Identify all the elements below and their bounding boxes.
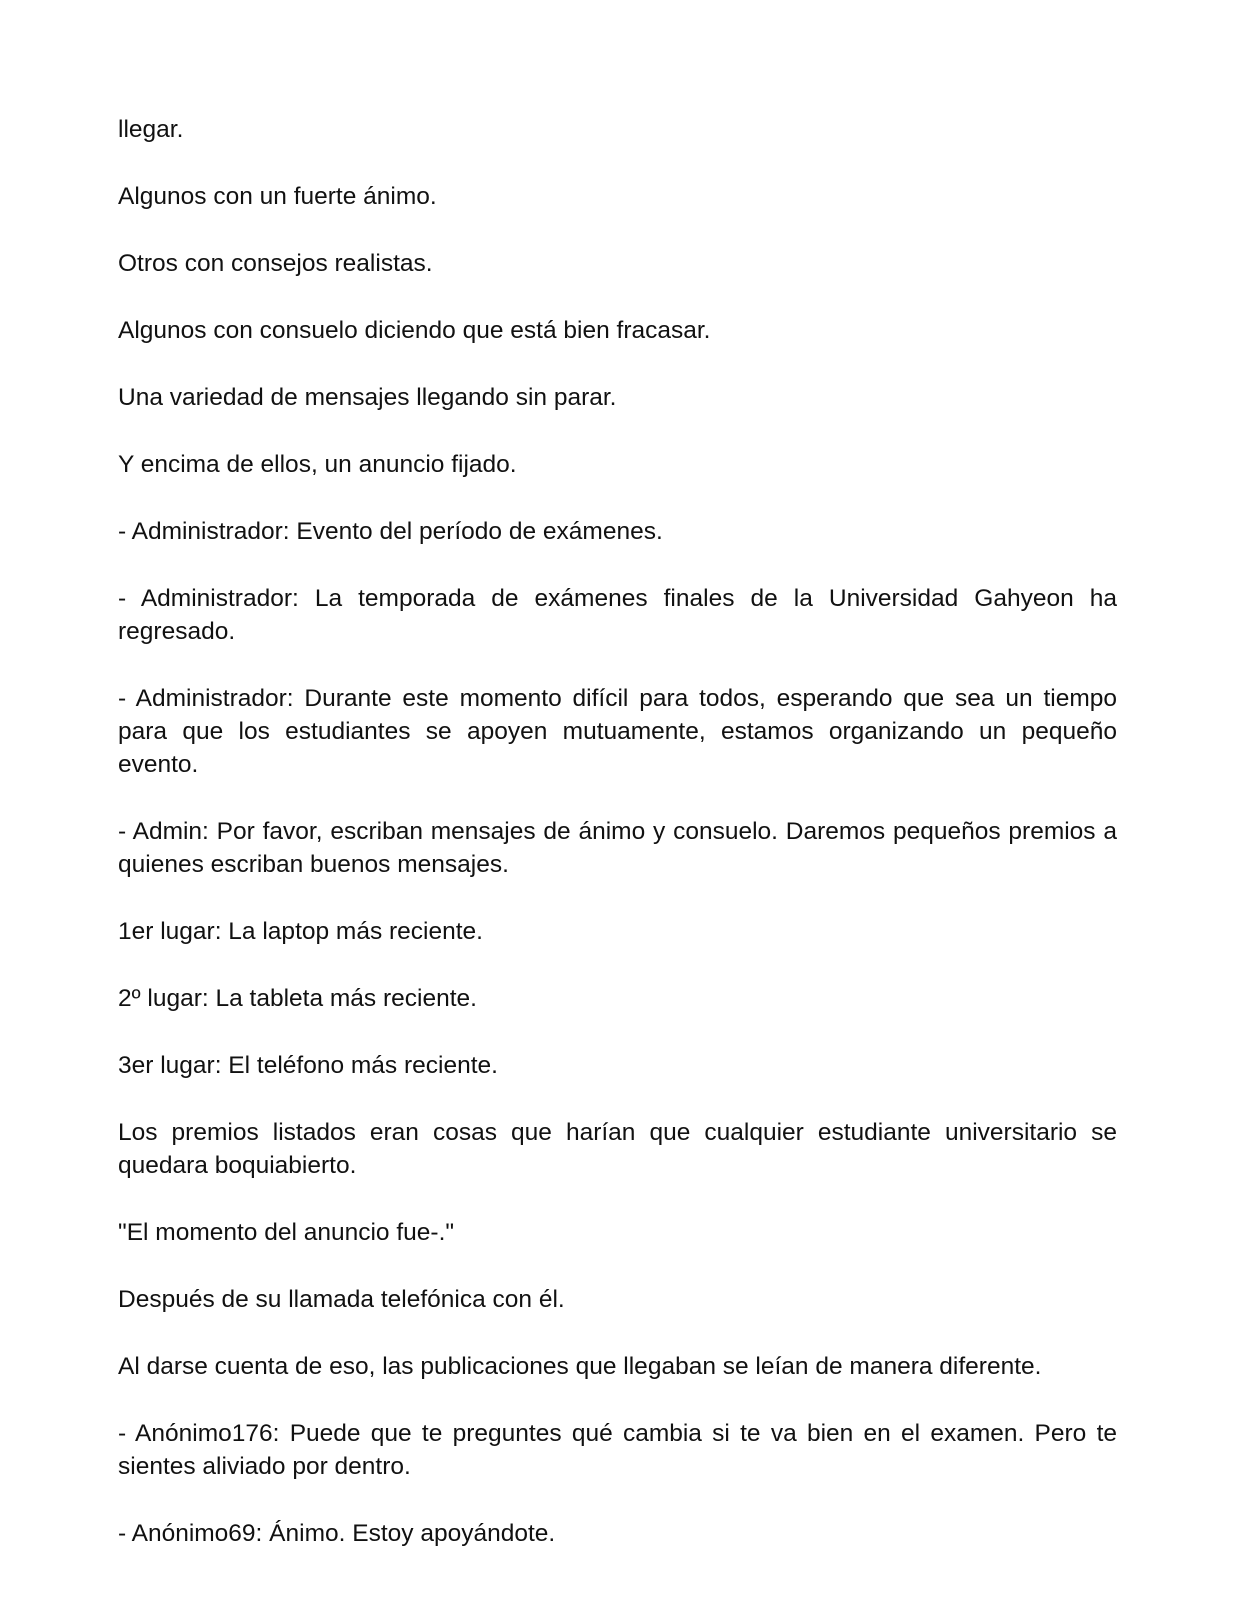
anonymous-message: - Anónimo176: Puede que te preguntes qué cambia si te va bien en el examen. Pero te sientes aliviado por dentro.	[118, 1420, 1117, 1480]
paragraph: llegar.	[118, 116, 184, 143]
paragraph: Y encima de ellos, un anuncio fijado.	[118, 451, 517, 478]
paragraph: Algunos con un fuerte ánimo.	[118, 183, 437, 210]
anonymous-message: - Anónimo69: Ánimo. Estoy apoyándote.	[118, 1520, 556, 1547]
document-page	[118, 113, 1117, 1550]
paragraph: Los premios listados eran cosas que harían que cualquier estudiante universitario se quedara boquiabierto.	[118, 1119, 1117, 1179]
paragraph: Una variedad de mensajes llegando sin parar.	[118, 384, 617, 411]
prize-line: 3er lugar: El teléfono más reciente.	[118, 1052, 498, 1079]
admin-message: - Admin: Por favor, escriban mensajes de ánimo y consuelo. Daremos pequeños premios a quienes escriban buenos mensajes.	[118, 818, 1117, 878]
prize-line: 1er lugar: La laptop más reciente.	[118, 918, 483, 945]
paragraph: Al darse cuenta de eso, las publicaciones que llegaban se leían de manera diferente.	[118, 1353, 1042, 1380]
paragraph: Después de su llamada telefónica con él.	[118, 1286, 565, 1313]
prize-line: 2º lugar: La tableta más reciente.	[118, 985, 477, 1012]
paragraph: Otros con consejos realistas.	[118, 250, 433, 277]
admin-message: - Administrador: La temporada de exámenes finales de la Universidad Gahyeon ha regresado.	[118, 585, 1117, 645]
paragraph: "El momento del anuncio fue-."	[118, 1219, 455, 1246]
paragraph: Algunos con consuelo diciendo que está bien fracasar.	[118, 317, 711, 344]
admin-message: - Administrador: Durante este momento difícil para todos, esperando que sea un tiempo para que los estudiantes se apoyen mutuamente, estamos organizando un pequeño evento.	[118, 685, 1117, 778]
admin-message: - Administrador: Evento del período de exámenes.	[118, 518, 663, 545]
